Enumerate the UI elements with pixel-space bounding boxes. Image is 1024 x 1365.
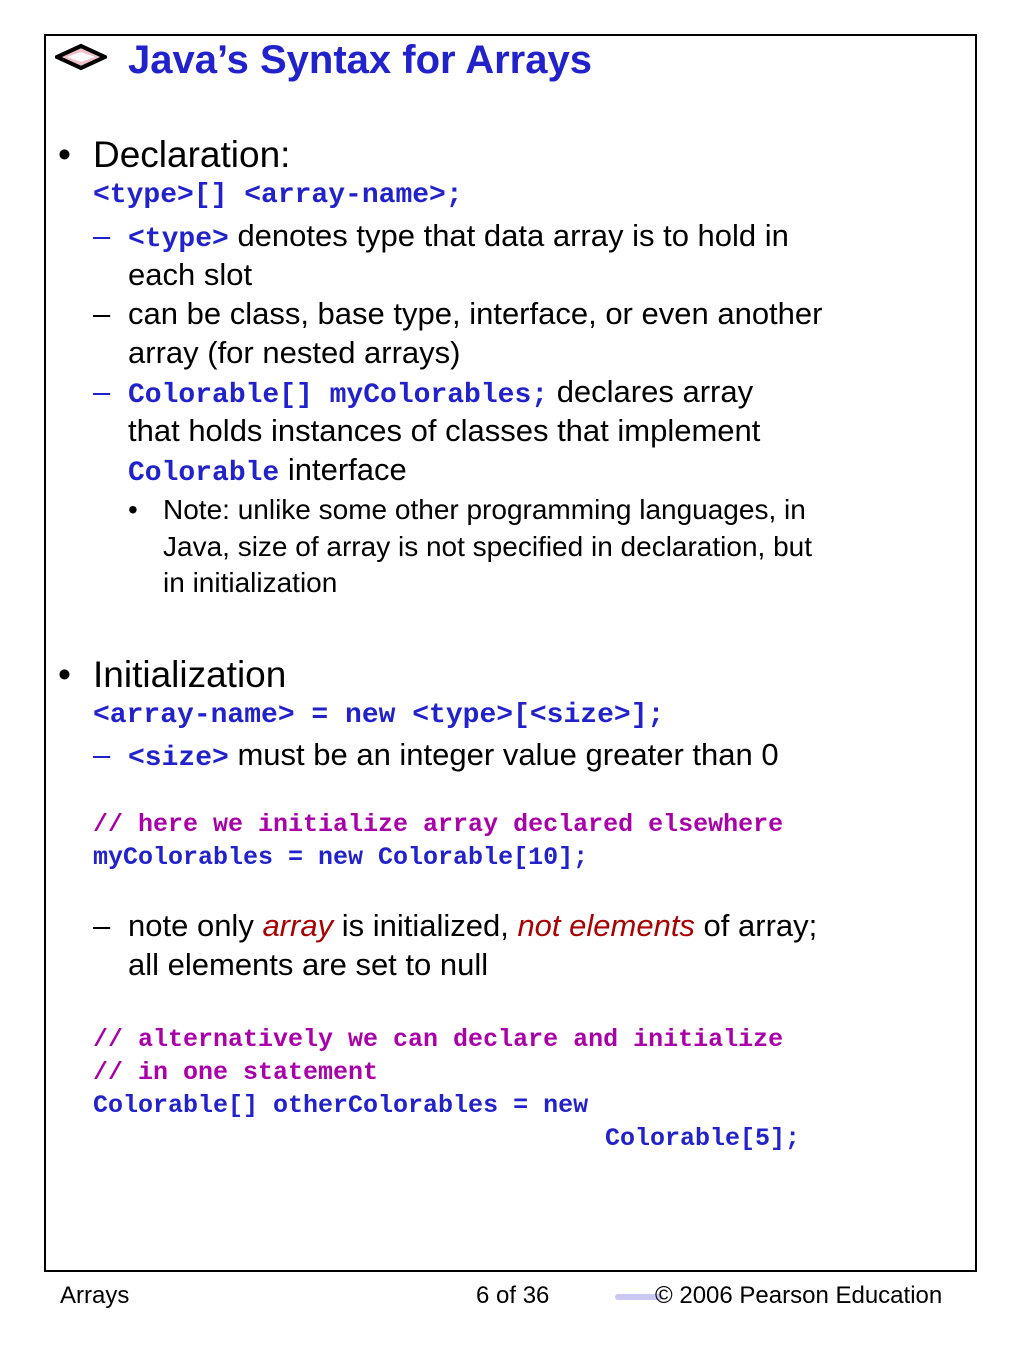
colorable-array-code: Colorable[] myColorables; bbox=[128, 380, 549, 411]
initialization-heading: Initialization bbox=[93, 654, 287, 695]
type-code: <type> bbox=[128, 224, 229, 255]
declaration-item-2: can be class, base type, interface, or even another bbox=[128, 296, 823, 331]
declaration-item-3-cont2 bbox=[128, 452, 407, 489]
dash-5: – bbox=[93, 908, 111, 943]
item-1-text: denotes type that data array is to hold in bbox=[228, 218, 789, 253]
note-post: of array; bbox=[694, 908, 818, 943]
colorable-code: Colorable bbox=[128, 458, 280, 489]
note-mid: is initialized, bbox=[333, 908, 518, 943]
diamond-bullet-icon bbox=[55, 42, 107, 72]
sub-bullet: • bbox=[128, 494, 138, 525]
note-emphasis-not-elements: not elements bbox=[517, 908, 695, 943]
initialization-note bbox=[128, 908, 817, 944]
copyright: © 2006 Pearson Education bbox=[655, 1282, 943, 1309]
declaration-item-3 bbox=[128, 374, 753, 411]
initialization-item-1 bbox=[128, 737, 779, 774]
dash-4: – bbox=[93, 737, 111, 772]
dash-2: – bbox=[93, 296, 111, 331]
note-line-2: Java, size of array is not specified in declaration, but bbox=[163, 531, 813, 562]
bullet-initialization: • bbox=[58, 654, 71, 695]
note-pre: note only bbox=[128, 908, 263, 943]
item-3-text: declares array bbox=[548, 374, 754, 409]
initialization-note-cont: all elements are set to null bbox=[128, 947, 489, 982]
declaration-syntax: <type>[] <array-name>; bbox=[93, 180, 463, 211]
initialization-syntax: <array-name> = new <type>[<size>]; bbox=[93, 700, 665, 731]
declaration-item-1 bbox=[128, 218, 789, 255]
code-statement-1: myColorables = new Colorable[10]; bbox=[93, 843, 589, 872]
declaration-item-3-cont: that holds instances of classes that implement bbox=[128, 413, 761, 448]
size-code: <size> bbox=[128, 743, 229, 774]
code-comment-2: // alternatively we can declare and initialize bbox=[93, 1025, 784, 1054]
code-statement-3: Colorable[5]; bbox=[605, 1124, 801, 1153]
note-line-3: in initialization bbox=[163, 567, 338, 598]
code-comment-1: // here we initialize array declared elsewhere bbox=[93, 810, 784, 839]
dash-3: – bbox=[93, 374, 111, 409]
interface-text: interface bbox=[279, 452, 407, 487]
page-number: 6 of 36 bbox=[476, 1282, 550, 1309]
declaration-item-1-cont: each slot bbox=[128, 257, 253, 292]
note-line-1: Note: unlike some other programming languages, in bbox=[163, 494, 806, 525]
bullet-declaration: • bbox=[58, 134, 71, 175]
declaration-item-2-cont: array (for nested arrays) bbox=[128, 335, 461, 370]
size-text: must be an integer value greater than 0 bbox=[228, 737, 779, 772]
slide-title: Java’s Syntax for Arrays bbox=[128, 38, 592, 82]
dash-1: – bbox=[93, 218, 111, 253]
code-comment-3: // in one statement bbox=[93, 1058, 379, 1087]
code-statement-2: Colorable[] otherColorables = new bbox=[93, 1091, 589, 1120]
declaration-heading: Declaration: bbox=[93, 134, 291, 175]
footer-title: Arrays bbox=[60, 1282, 130, 1309]
note-emphasis-array: array bbox=[262, 908, 334, 943]
